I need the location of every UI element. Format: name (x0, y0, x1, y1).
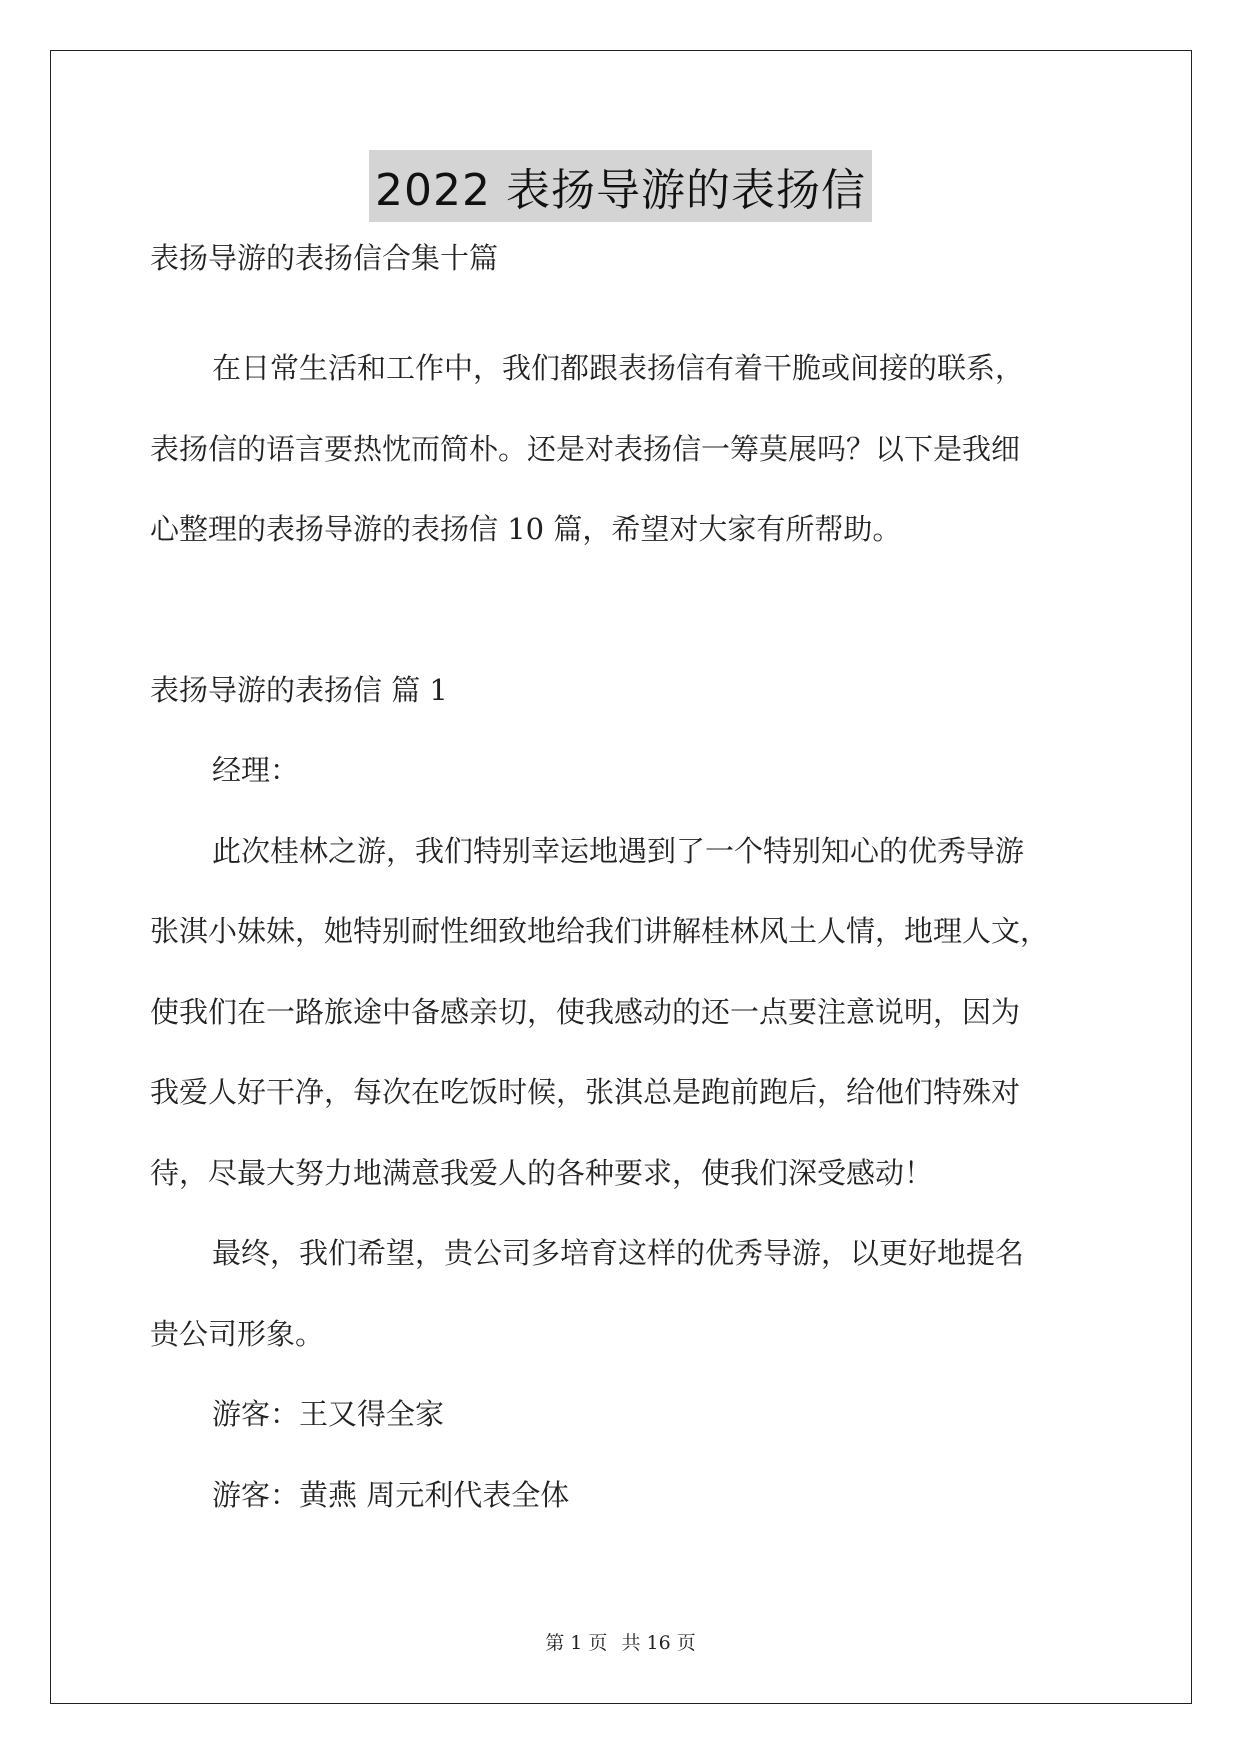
intro-line-2: 表扬信的语言要热忱而简朴。还是对表扬信一筹莫展吗？以下是我细 (150, 432, 1021, 466)
page-number: 第 1 页 (545, 1632, 608, 1654)
body-line-4: 我爱人好干净，每次在吃饭时候，张淇总是跑前跑后，给他们特殊对 (150, 1075, 1021, 1109)
signature-2: 游客：黄燕 周元利代表全体 (212, 1478, 570, 1512)
intro-line-3: 心整理的表扬导游的表扬信 10 篇，希望对大家有所帮助。 (150, 512, 902, 546)
signature-1: 游客：王又得全家 (212, 1397, 445, 1431)
section-heading: 表扬导游的表扬信 篇 1 (150, 673, 448, 707)
intro-line-1: 在日常生活和工作中，我们都跟表扬信有着干脆或间接的联系， (212, 351, 1025, 385)
closing-line-1: 最终，我们希望，贵公司多培育这样的优秀导游，以更好地提名 (212, 1236, 1025, 1270)
title-container (0, 150, 1241, 222)
page-footer (0, 1628, 1241, 1655)
body-line-3: 使我们在一路旅途中备感亲切，使我感动的还一点要注意说明，因为 (150, 995, 1021, 1029)
page-border (50, 50, 1192, 1704)
page-total: 共 16 页 (621, 1632, 696, 1654)
subtitle: 表扬导游的表扬信合集十篇 (150, 241, 499, 275)
closing-line-2: 贵公司形象。 (150, 1317, 325, 1351)
body-line-5: 待，尽最大努力地满意我爱人的各种要求，使我们深受感动！ (150, 1156, 934, 1190)
salutation: 经理： (212, 753, 300, 787)
body-line-2: 张淇小妹妹，她特别耐性细致地给我们讲解桂林风土人情，地理人文， (150, 914, 1050, 948)
document-title: 2022 表扬导游的表扬信 (369, 150, 872, 222)
body-line-1: 此次桂林之游，我们特别幸运地遇到了一个特别知心的优秀导游 (212, 834, 1025, 868)
